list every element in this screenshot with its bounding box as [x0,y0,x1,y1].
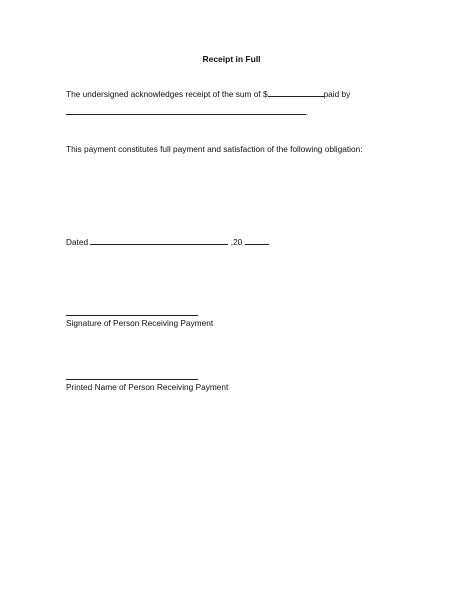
printed-name-label: Printed Name of Person Receiving Payment [66,382,229,392]
acknowledgement-text: The undersigned acknowledges receipt of the sum of $ [66,89,268,99]
paid-by-text: paid by [323,89,351,99]
printed-name-rule[interactable] [66,379,198,380]
signature-rule[interactable] [66,315,198,316]
year-blank[interactable] [245,236,269,245]
acknowledgement-line [66,88,350,100]
document-title: Receipt in Full [202,54,261,64]
payer-period: . [306,107,309,117]
dated-label: Dated [66,237,89,247]
signature-label: Signature of Person Receiving Payment [66,318,214,328]
amount-blank[interactable] [268,88,324,97]
payer-line [66,106,308,118]
obligation-statement: This payment constitutes full payment and satisfaction of the following obligation: [66,144,363,154]
year-prefix: ,20 [230,237,243,247]
payer-blank[interactable] [66,106,309,117]
date-blank[interactable] [90,236,228,245]
dated-line [66,236,269,248]
